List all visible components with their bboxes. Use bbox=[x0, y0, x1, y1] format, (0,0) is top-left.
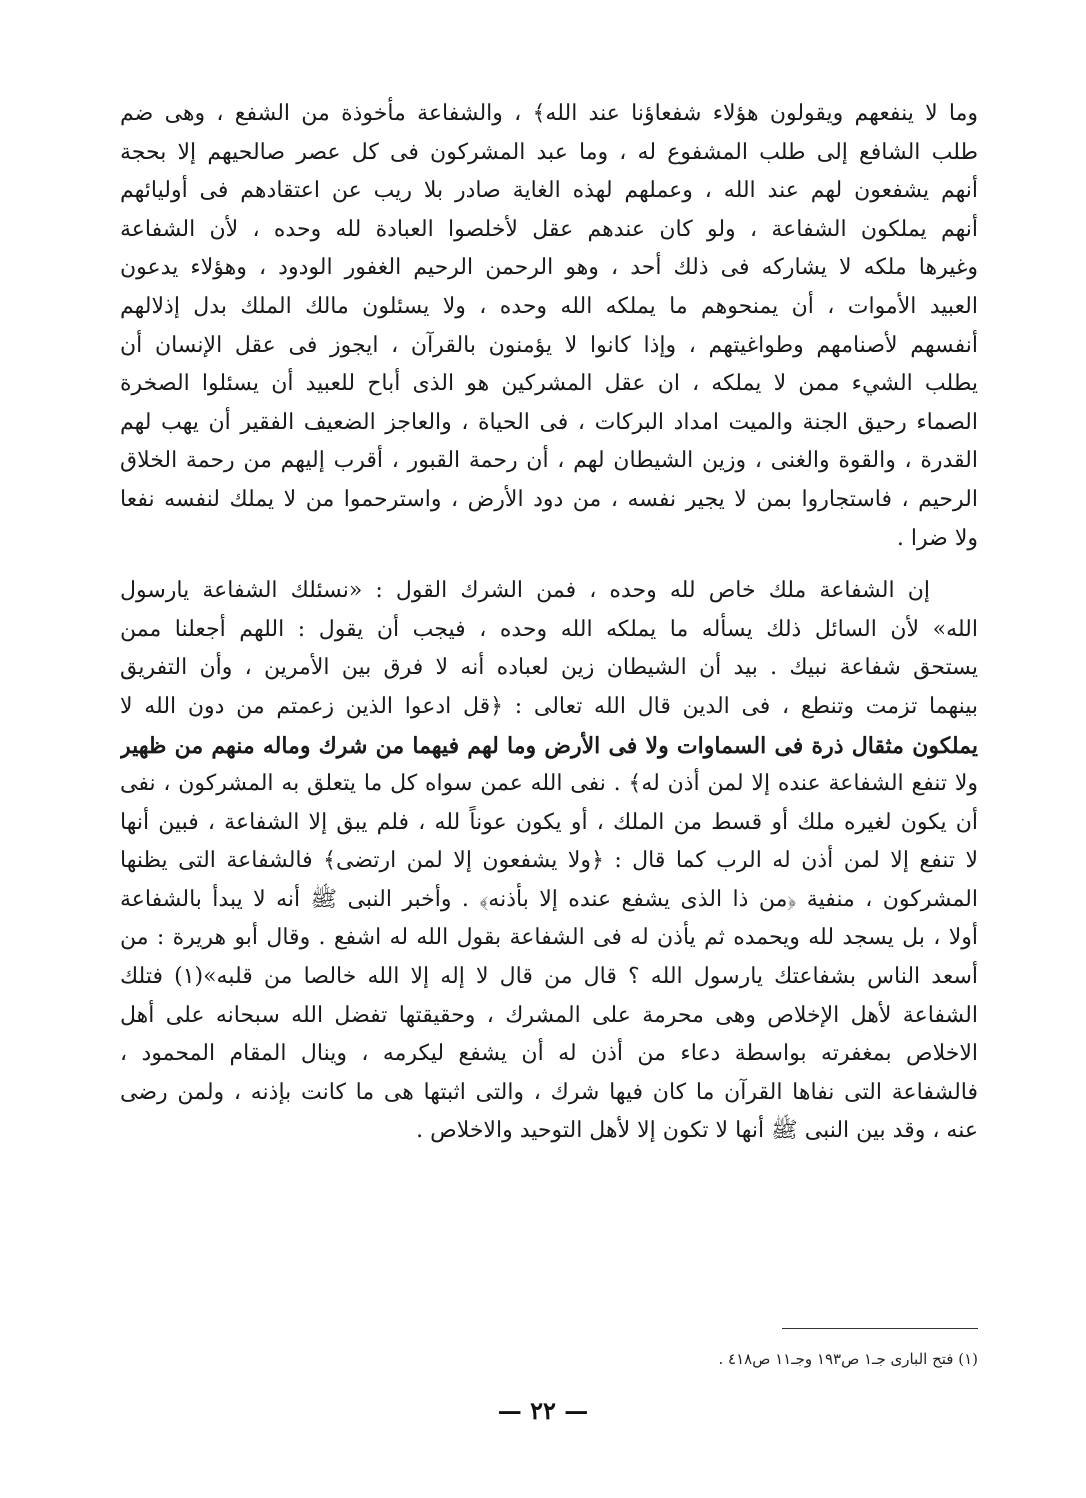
text-line: يطلب الشيء ممن لا يملكه ، ان عقل المشركين هو الذى أباح للعبيد أن يسئلوا الصخرة bbox=[120, 371, 978, 397]
text-line: يملكون مثقال ذرة فى السماوات ولا فى الأرض وما لهم فيهما من شرك وماله منهم من ظهير bbox=[120, 732, 978, 759]
paragraph-2 bbox=[120, 572, 978, 1151]
main-text bbox=[120, 95, 978, 1151]
text-line: القدرة ، والقوة والغنى ، وزين الشيطان لهم ، أن رحمة القبور ، أقرب إليهم من رحمة الخلاق bbox=[120, 448, 978, 474]
text-line: أسعد الناس بشفاعتك يارسول الله ؟ قال من قال لا إله إلا الله خالصا من قلبه»(١) فتلك bbox=[120, 964, 978, 990]
page-number: — ٢٢ — bbox=[497, 1396, 589, 1425]
text-line: المشركون ، منفية ﴿من ذا الذى يشفع عنده إلا بأذنه﴾ . وأخبر النبى ﷺ أنه لا يبدأ بالشفاعة bbox=[120, 886, 978, 912]
text-line: الرحيم ، فاستجاروا بمن لا يجير نفسه ، من دود الأرض ، واسترحموا من لا يملك لنفسه نفعا bbox=[120, 486, 978, 512]
text-line: بينهما تزمت وتنطع ، فى الدين قال الله تعالى : ﴿قل ادعوا الذين زعمتم من دون الله لا bbox=[120, 693, 978, 719]
text-line: فالشفاعة التى نفاها القرآن ما كان فيها شرك ، والتى اثبتها هى ما كانت بإذنه ، ولمن رضى bbox=[120, 1079, 978, 1105]
text-line: ولا تنفع الشفاعة عنده إلا لمن أذن له﴾ . نفى الله عمن سواه كل ما يتعلق به المشركون ، نفى bbox=[120, 771, 978, 797]
footnote-divider bbox=[782, 1328, 978, 1329]
text-line: الصماء رحيق الجنة والميت امداد البركات ، فى الحياة ، والعاجز الضعيف الفقير أن يهب لهم bbox=[120, 409, 978, 435]
text-line: يستحق شفاعة نبيك . بيد أن الشيطان زين لعباده أنه لا فرق بين الأمرين ، وأن التفريق bbox=[120, 655, 978, 681]
text-line: أولا ، بل يسجد لله ويحمده ثم يأذن له فى الشفاعة بقول الله له اشفع . وقال أبو هريرة : من bbox=[120, 925, 978, 951]
text-line: أنهم يملكون الشفاعة ، ولو كان عندهم عقل لأخلصوا العبادة لله وحده ، لأن الشفاعة bbox=[120, 216, 978, 242]
text-line: وما لا ينفعهم ويقولون هؤلاء شفعاؤنا عند الله﴾ ، والشفاعة مأخوذة من الشفع ، وهى ضم bbox=[120, 101, 978, 126]
text-line: وغيرها ملكه لا يشاركه فى ذلك أحد ، وهو الرحمن الرحيم الغفور الودود ، وهؤلاء يدعون bbox=[120, 255, 978, 281]
text-line: الاخلاص بمغفرته بواسطة دعاء من أذن له أن يشفع ليكرمه ، وينال المقام المحمود ، bbox=[120, 1041, 978, 1067]
text-line: الشفاعة لأهل الإخلاص وهى محرمة على المشرك ، وحقيقتها تفضل الله سبحانه على أهل bbox=[120, 1002, 978, 1028]
text-line: ولا ضرا . bbox=[896, 525, 978, 551]
footnote: (١) فتح البارى جـ١ ص١٩٣ وجـ١١ ص٤١٨ . bbox=[718, 1350, 978, 1368]
text-line: أنهم يشفعون لهم عند الله ، وعملهم لهذه الغاية صادر بلا ريب عن اعتقادهم فى أوليائهم bbox=[120, 178, 978, 204]
text-line: عنه ، وقد بين النبى ﷺ أنها لا تكون إلا لأهل التوحيد والاخلاص . bbox=[416, 1118, 978, 1144]
text-line: لا تنفع إلا لمن أذن له الرب كما قال : ﴿ولا يشفعون إلا لمن ارتضى﴾ فالشفاعة التى يظنها bbox=[120, 848, 978, 874]
text-line: طلب الشافع إلى طلب المشفوع له ، وما عبد المشركون فى كل عصر صالحيهم إلا بحجة bbox=[120, 139, 978, 165]
text-line: الله» لأن السائل ذلك يسأله ما يملكه الله وحده ، فيجب أن يقول : اللهم أجعلنا ممن bbox=[120, 616, 978, 642]
text-line: أن يكون لغيره ملك أو قسط من الملك ، أو يكون عوناً لله ، فلم يبق إلا الشفاعة ، فبين أنها bbox=[120, 809, 978, 835]
text-line: إن الشفاعة ملك خاص لله وحده ، فمن الشرك القول : «نسئلك الشفاعة يارسول bbox=[120, 578, 930, 604]
text-line: أنفسهم لأصنامهم وطواغيتهم ، وإذا كانوا لا يؤمنون بالقرآن ، ايجوز فى عقل الإنسان أن bbox=[120, 332, 978, 358]
text-line: العبيد الأموات ، أن يمنحوهم ما يملكه الله وحده ، ولا يسئلون مالك الملك بدل إذلالهم bbox=[120, 293, 978, 319]
paragraph-1 bbox=[120, 95, 978, 558]
